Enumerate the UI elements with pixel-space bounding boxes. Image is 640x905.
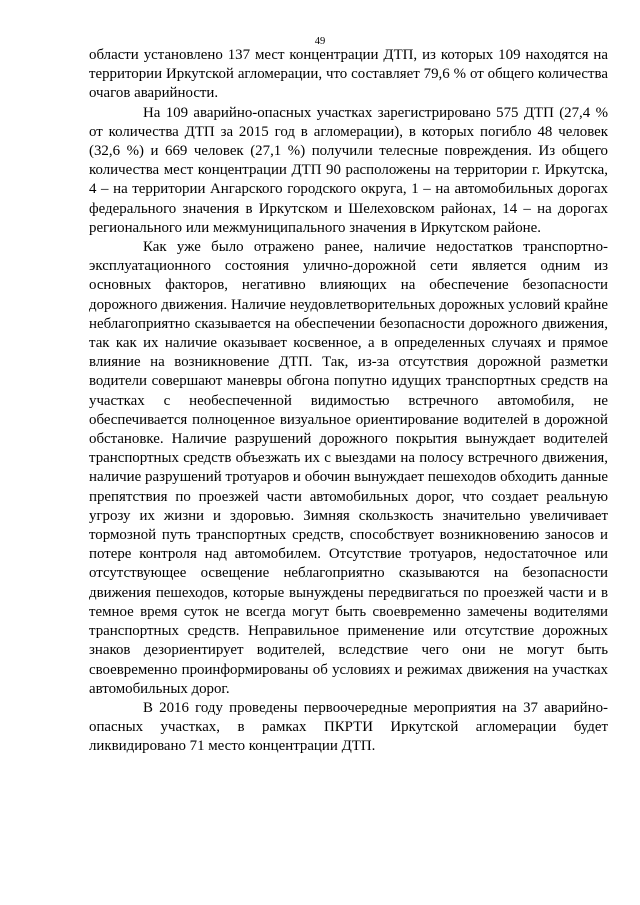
- paragraph-2016-measures: В 2016 году проведены первоочередные мероприятия на 37 аварийно-опасных участках, в рамках ПКРТИ Иркутской агломерации будет ликвидировано 71 место концентрации ДТП.: [89, 699, 608, 755]
- paragraph-continuation: области установлено 137 мест концентрации ДТП, из которых 109 находятся на территории Иркутской агломерации, что составляет 79,6 % от общего количества очагов аварийности.: [89, 47, 608, 102]
- paragraph-accident-stats: На 109 аварийно-опасных участках зарегистрировано 575 ДТП (27,4 % от количества ДТП за 2015 год в агломерации), в которых погибло 48 человек (32,6 %) и 669 человек (27,1 %) получили телесные повреждения. Из общего количества мест концентрации ДТП 90 расположены на территории г. Иркутска, 4 – на территории Ангарского городского округа, 1 – на автомобильных дорогах федерального значения в Иркутском и Шелеховском районах, 14 – на дорогах регионального или межмуниципального значения в Иркутском районе.: [89, 104, 608, 236]
- body-text: [89, 46, 608, 757]
- paragraph-road-conditions: Как уже было отражено ранее, наличие недостатков транспортно-эксплуатационного состояния улично-дорожной сети является одним из основных факторов, негативно влияющих на обеспечение безопасности дорожного движения. Наличие неудовлетворительных дорожных условий крайне неблагоприятно сказывается на обеспечении безопасности дорожного движения, так как их наличие оказывает косвенное, а в определенных случаях и прямое влияние на возникновение ДТП. Так, из-за отсутствия дорожной разметки водители совершают маневры обгона попутно идущих транспортных средств на участках с необеспеченной видимостью встречного автомобиля, не обеспечивается полноценное визуальное ориентирование водителей в дорожной обстановке. Наличие разрушений дорожного покрытия вынуждает водителей транспортных средств объезжать их с выездами на полосу встречного движения, наличие разрушений тротуаров и обочин вынуждает пешеходов обходить данные препятствия по проезжей части автомобильных дорог, что создает реальную угрозу их жизни и здоровью. Зимняя скользкость значительно увеличивает тормозной путь транспортных средств, способствует возникновению заносов и потере контроля над автомобилем. Отсутствие тротуаров, недостаточное или отсутствующее освещение неблагоприятно сказываются на безопасности движения пешеходов, которые вынуждены передвигаться по проезжей части и в темное время суток не всегда могут быть своевременно замечены водителями транспортных средств. Неправильное применение или отсутствие дорожных знаков дезориентирует водителей, вследствие чего они не могут быть своевременно проинформированы об условиях и режимах движения на участках автомобильных дорог.: [89, 239, 608, 697]
- page-number: 49: [314, 36, 326, 47]
